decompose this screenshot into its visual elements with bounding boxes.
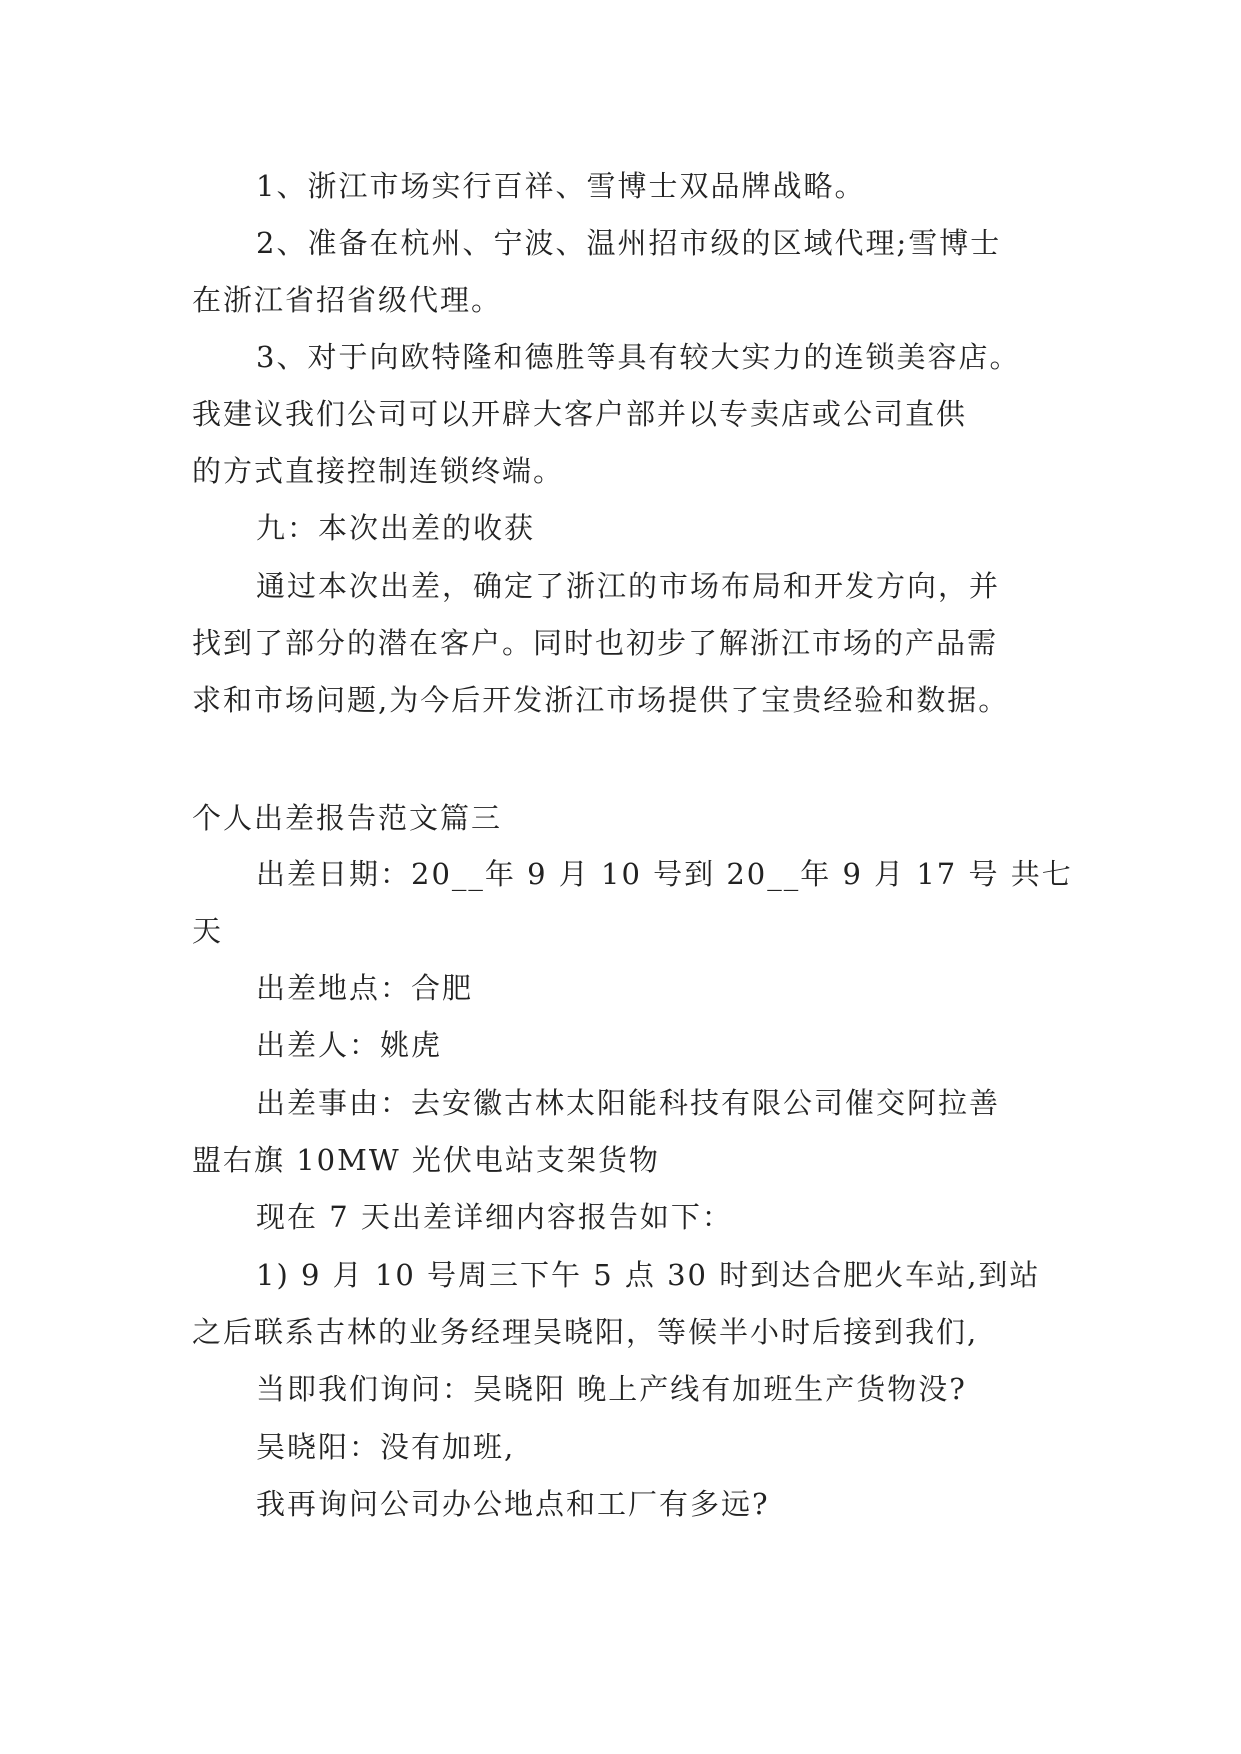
paragraph-line: 出差日期：20__年 9 月 10 号到 20__年 9 月 17 号 共七 (256, 857, 1073, 891)
paragraph-line: 盟右旗 10MW 光伏电站支架货物 (192, 1143, 660, 1177)
paragraph-line: 天 (192, 914, 224, 948)
paragraph-line: 通过本次出差，确定了浙江的市场布局和开发方向，并 (256, 569, 1001, 603)
paragraph-line: 现在 7 天出差详细内容报告如下： (256, 1200, 733, 1234)
paragraph-line: 1) 9 月 10 号周三下午 5 点 30 时到达合肥火车站,到站 (256, 1258, 1041, 1292)
paragraph-line: 出差人：姚虎 (256, 1028, 443, 1062)
paragraph-line: 3、对于向欧特隆和德胜等具有较大实力的连锁美容店。 (256, 340, 1021, 374)
section-heading: 九：本次出差的收获 (256, 511, 536, 545)
paragraph-line: 当即我们询问：吴晓阳 晚上产线有加班生产货物没? (256, 1372, 967, 1406)
paragraph-line: 2、准备在杭州、宁波、温州招市级的区域代理;雪博士 (256, 226, 1002, 260)
paragraph-line: 出差事由：去安徽古林太阳能科技有限公司催交阿拉善 (256, 1086, 1001, 1120)
paragraph-line: 找到了部分的潜在客户。同时也初步了解浙江市场的产品需 (192, 626, 999, 660)
paragraph-line: 的方式直接控制连锁终端。 (192, 454, 565, 488)
paragraph-line: 出差地点：合肥 (256, 971, 474, 1005)
paragraph-line: 吴晓阳：没有加班, (256, 1430, 516, 1464)
paragraph-line: 我建议我们公司可以开辟大客户部并以专卖店或公司直供 (192, 397, 968, 431)
paragraph-line: 1、浙江市场实行百祥、雪博士双品牌战略。 (256, 169, 866, 203)
paragraph-line: 我再询问公司办公地点和工厂有多远? (256, 1487, 770, 1521)
paragraph-line: 求和市场问题,为今后开发浙江市场提供了宝贵经验和数据。 (192, 683, 1010, 717)
paragraph-line: 之后联系古林的业务经理吴晓阳，等候半小时后接到我们, (192, 1315, 979, 1349)
paragraph-line: 在浙江省招省级代理。 (192, 283, 503, 317)
article-title: 个人出差报告范文篇三 (192, 801, 503, 835)
